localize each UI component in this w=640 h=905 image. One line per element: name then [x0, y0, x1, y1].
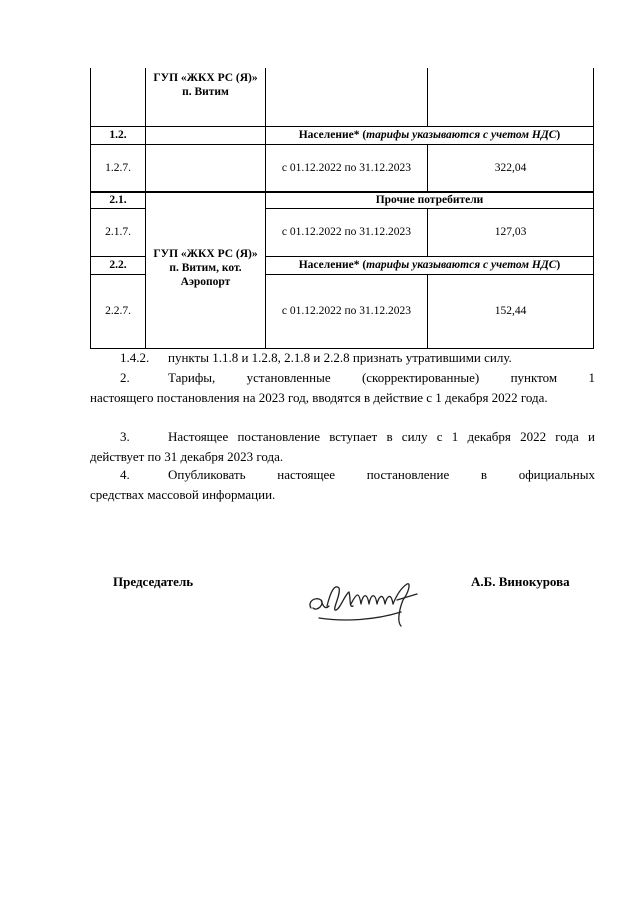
row-number: 1.2.7.	[105, 161, 131, 174]
row-number: 2.2.7.	[105, 305, 131, 317]
group-label-main: Население* (	[298, 259, 367, 271]
paragraph-number: 3.	[120, 429, 130, 444]
row-number: 1.2.	[109, 129, 127, 141]
group-label-main: Население* (	[298, 129, 367, 141]
paragraph-line-first	[90, 465, 595, 485]
paragraph-number: 2.	[120, 370, 130, 385]
paragraph-4	[90, 465, 595, 504]
group-label	[266, 257, 593, 274]
paragraph-number: 1.4.2.	[120, 350, 150, 365]
org-name-bottom: ГУП «ЖКХ РС (Я)» п. Витим, кот. Аэропорт	[153, 248, 258, 288]
group-label	[266, 193, 593, 208]
row-number: 2.1.7.	[105, 226, 131, 238]
value-cell: 322,04	[494, 161, 527, 174]
paragraph-text-rest: настоящего постановления на 2023 год, вводятся в действие с 1 декабря 2022 года.	[90, 389, 548, 405]
paragraph-line-first	[90, 427, 595, 447]
paragraph-text-first: Настоящее постановление вступает в силу с 1 декабря 2022 года и	[168, 429, 595, 444]
row-number: 2.2.	[109, 259, 127, 271]
paragraph-line-first	[90, 368, 595, 388]
paragraph-3	[90, 427, 595, 466]
row-number: 2.1.	[109, 194, 127, 206]
group-label	[266, 127, 593, 144]
period-cell: с 01.12.2022 по 31.12.2023	[281, 161, 412, 174]
group-label-italic: тарифы указываются с учетом НДС	[366, 129, 557, 141]
signatory-name: А.Б. Винокурова	[471, 574, 570, 589]
group-label-italic: тарифы указываются с учетом НДС	[366, 259, 557, 271]
paragraph-text-rest: средствах массовой информации.	[90, 486, 276, 502]
paragraph-1-4-2	[120, 348, 595, 367]
period-cell: с 01.12.2022 по 31.12.2023	[281, 226, 412, 238]
paragraph-2	[90, 368, 595, 407]
org-name-top: ГУП «ЖКХ РС (Я)» п. Витим	[153, 72, 258, 98]
group-label-end: )	[556, 259, 561, 271]
paragraph-text-first: Тарифы, установленные (скорректированные) пунктом 1	[168, 370, 595, 385]
signatory-title: Председатель	[113, 574, 194, 589]
period-cell: с 01.12.2022 по 31.12.2023	[281, 305, 412, 317]
paragraph-text: пункты 1.1.8 и 1.2.8, 2.1.8 и 2.2.8 признать утратившими силу.	[168, 350, 512, 365]
group-label-main: Прочие потребители	[375, 194, 484, 206]
paragraph-text-first: Опубликовать настоящее постановление в официальных	[168, 467, 595, 482]
value-cell: 152,44	[494, 305, 527, 317]
paragraph-number: 4.	[120, 467, 130, 482]
group-label-end: )	[556, 129, 561, 141]
value-cell: 127,03	[494, 226, 527, 238]
tariff-table	[90, 68, 594, 349]
table-border-col3a	[427, 68, 428, 126]
handwritten-signature	[305, 570, 435, 630]
paragraph-text-rest: действует по 31 декабря 2023 года.	[90, 448, 284, 464]
